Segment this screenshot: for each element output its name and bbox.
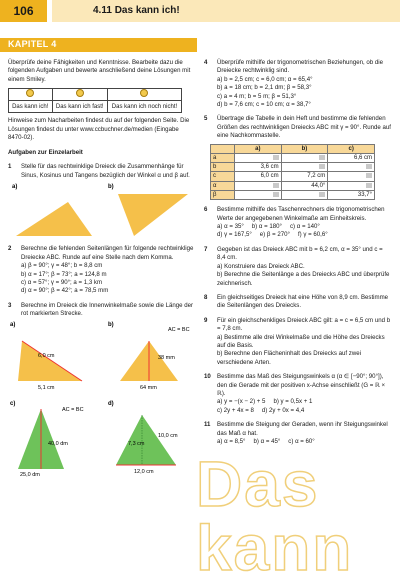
task-number: 1 — [8, 163, 12, 171]
task-number: 4 — [204, 59, 208, 66]
task-item: f) γ = 60,6° — [297, 231, 328, 239]
fig-label: b) — [108, 183, 114, 190]
task-5 — [204, 115, 392, 140]
task-item: a) β = 90°; γ = 48°; b = 8,8 cm — [21, 262, 103, 270]
task-text: Für ein gleichschenkliges Dreieck ABC gilt: a = c = 6,5 cm und b = 7,8 cm. — [217, 316, 391, 333]
task-item: b) α = 180° — [251, 223, 282, 231]
smiley-label: Das kann ich fast! — [52, 101, 107, 113]
fig-note: AC = BC — [168, 326, 190, 333]
task-number: 9 — [204, 316, 208, 324]
task-1-figures — [8, 180, 196, 242]
task-2 — [8, 245, 196, 295]
smiley-label: Das kann ich noch nicht! — [107, 101, 181, 113]
task-item: e) β = 270° — [259, 231, 290, 239]
triangle-b — [118, 194, 188, 236]
task-text: Ein gleichseitiges Dreieck hat eine Höhe von 8,9 cm. Bestimme die Seitenlängen des Dreiecks. — [217, 293, 389, 310]
task-item: a) α = 8,5° — [217, 438, 246, 445]
task-item: d) α = 90°; β = 42°; a = 78,5 mm — [21, 287, 109, 295]
task-text: Übertrage die Tabelle in dein Heft und bestimme die fehlenden Größen des rechtwinkligen Dreiecks ABC mit γ = 90°. Runde auf eine Nachkommastelle. — [217, 115, 391, 140]
task-number: 5 — [204, 115, 208, 123]
fig-label: b) — [108, 321, 114, 328]
task-item: a) b = 2,5 cm; c = 6,0 cm; α = 65,4° — [217, 75, 313, 83]
task-3 — [8, 302, 196, 319]
task-item: b) Berechne die Seitenlänge a des Dreiecks ABC und überprüfe zeichnerisch. — [217, 271, 390, 287]
task-number: 11 — [204, 421, 211, 429]
smiley-sad-icon — [140, 89, 148, 97]
task-text: Bestimme die Steigung der Geraden, wenn ihr Steigungswinkel das Maß α hat. — [217, 421, 388, 437]
task-text: Bestimme mithilfe des Taschenrechners die trigonometrischen Werte der angegebenen Winkelmaße am Einheitskreis. — [217, 206, 385, 222]
task-number: 3 — [8, 301, 12, 309]
task-7 — [204, 246, 392, 288]
task-3-figures — [8, 319, 196, 477]
task-item: b) y = 0,5x + 1 — [273, 398, 313, 406]
watermark-text: Das kann — [196, 448, 354, 584]
task-item: a) α = 35° — [217, 223, 244, 231]
fig-label: c) — [10, 400, 16, 407]
smiley-label: Das kann ich! — [9, 101, 53, 113]
task-10 — [204, 373, 392, 415]
task-item: b) α = 45° — [253, 438, 281, 445]
task-item: b) a = 18 cm; b = 2,1 dm; β = 58,3° — [217, 84, 312, 92]
task-item: a) y = −(x − 2) + 5 — [217, 398, 266, 406]
task-item: a) Bestimme alle drei Winkelmaße und die Höhe des Dreiecks auf die Basis. — [217, 333, 385, 349]
task-text: Stelle für das rechtwinklige Dreieck die Zusammenhänge für Sinus, Kosinus und Tangens bezüglich der Winkel α und β auf. — [21, 163, 190, 179]
page-title: 4.11 Das kann ich! — [93, 5, 180, 16]
task-item: c) 2y + 4x = 8 — [217, 406, 254, 414]
task-text: Überprüfe mithilfe der trigonometrischen Beziehungen, ob die Dreiecke rechtwinklig sind. — [217, 59, 383, 75]
task-text: Bestimme das Maß des Steigungswinkels α (α ∈ [−90°; 90°]), den die Gerade mit der positiven x-Achse einschließt (G = ℝ × ℝ). — [217, 373, 386, 397]
hint-text: Hinweise zum Nacharbeiten findest du auf der folgenden Seite. Die Lösungen findest du unter www.ccbuchner.de/medien (Eingabe 8470-02). — [8, 117, 190, 142]
task-item: d) 2y + 0x = 4,4 — [261, 406, 305, 414]
task-item: b) α = 17°; β = 73°; a = 124,8 m — [21, 270, 107, 278]
task-item: a) Konstruiere das Dreieck ABC. — [217, 262, 305, 270]
task-text: Berechne im Dreieck die Innenwinkelmaße sowie die Länge der rot markierten Strecke. — [21, 301, 194, 318]
fig-label: a) — [10, 321, 16, 328]
task-item: d) b = 7,6 cm; c = 10 cm; α = 38,7° — [217, 101, 311, 109]
task-item: c) α = 60° — [288, 438, 315, 445]
fig-value: 40,0 dm — [48, 440, 68, 447]
task-number: 2 — [8, 245, 12, 253]
task-8 — [204, 294, 392, 311]
fig-label: d) — [108, 400, 114, 407]
task-item: c) a = 4 m; b = 5 m; β = 51,3° — [217, 92, 297, 100]
fig-value: 38 mm — [158, 354, 175, 361]
smiley-table — [8, 88, 182, 113]
task-6 — [204, 206, 392, 240]
task-number: 10 — [204, 373, 211, 381]
chapter-banner — [0, 38, 197, 52]
right-column — [204, 59, 392, 446]
smiley-neutral-icon — [76, 89, 84, 97]
fig-value: 12,0 cm — [134, 468, 154, 475]
fig-value: 7,3 cm — [128, 440, 145, 447]
smiley-happy-icon — [26, 89, 34, 97]
task-1 — [8, 163, 196, 180]
task-9 — [204, 317, 392, 367]
chapter-label: KAPITEL 4 — [8, 39, 57, 49]
fig-label: a) — [12, 183, 18, 190]
left-column — [8, 59, 196, 480]
section-title: Aufgaben zur Einzelarbeit — [8, 148, 83, 156]
fig-note: AC = BC — [62, 406, 84, 413]
page-number: 106 — [0, 0, 47, 22]
fig-value: 10,0 cm — [158, 432, 178, 439]
task-number: 7 — [204, 245, 208, 253]
task-4 — [204, 59, 392, 109]
task-number: 8 — [204, 293, 208, 301]
task-11 — [204, 421, 392, 446]
task-text: Gegeben ist das Dreieck ABC mit b = 6,2 cm, α = 35° und c = 8,4 cm. — [217, 245, 383, 262]
fig-value: 5,1 cm — [38, 384, 55, 391]
task-text: Berechne die fehlenden Seitenlängen für folgende rechtwinklige Dreiecke ABC. Runde auf eine Stelle nach dem Komma. — [21, 245, 194, 261]
task-item: c) α = 140° — [289, 223, 320, 231]
task-number: 6 — [204, 206, 208, 214]
fig-value: 64 mm — [140, 384, 157, 391]
fig-value: 25,0 dm — [20, 471, 40, 478]
task-item: b) Berechne den Flächeninhalt des Dreiecks auf zwei verschiedene Arten. — [217, 350, 361, 366]
task-item: c) α = 57°; γ = 90°; a = 1,3 km — [21, 278, 103, 286]
task-item: d) γ = 167,5° — [217, 231, 252, 239]
triangle-table: a) b) c) a 6,6 cm b 3,6 cm c 6,0 cm 7,2 cm α 44,0° β 33,7° — [210, 144, 375, 201]
fig-value: 6,0 cm — [38, 352, 55, 359]
triangle-a — [16, 202, 92, 236]
intro-text: Überprüfe deine Fähigkeiten und Kenntnisse. Bearbeite dazu die folgenden Aufgaben und bewerte anschließend deine Lösungen mit einem Smiley. — [8, 59, 191, 83]
